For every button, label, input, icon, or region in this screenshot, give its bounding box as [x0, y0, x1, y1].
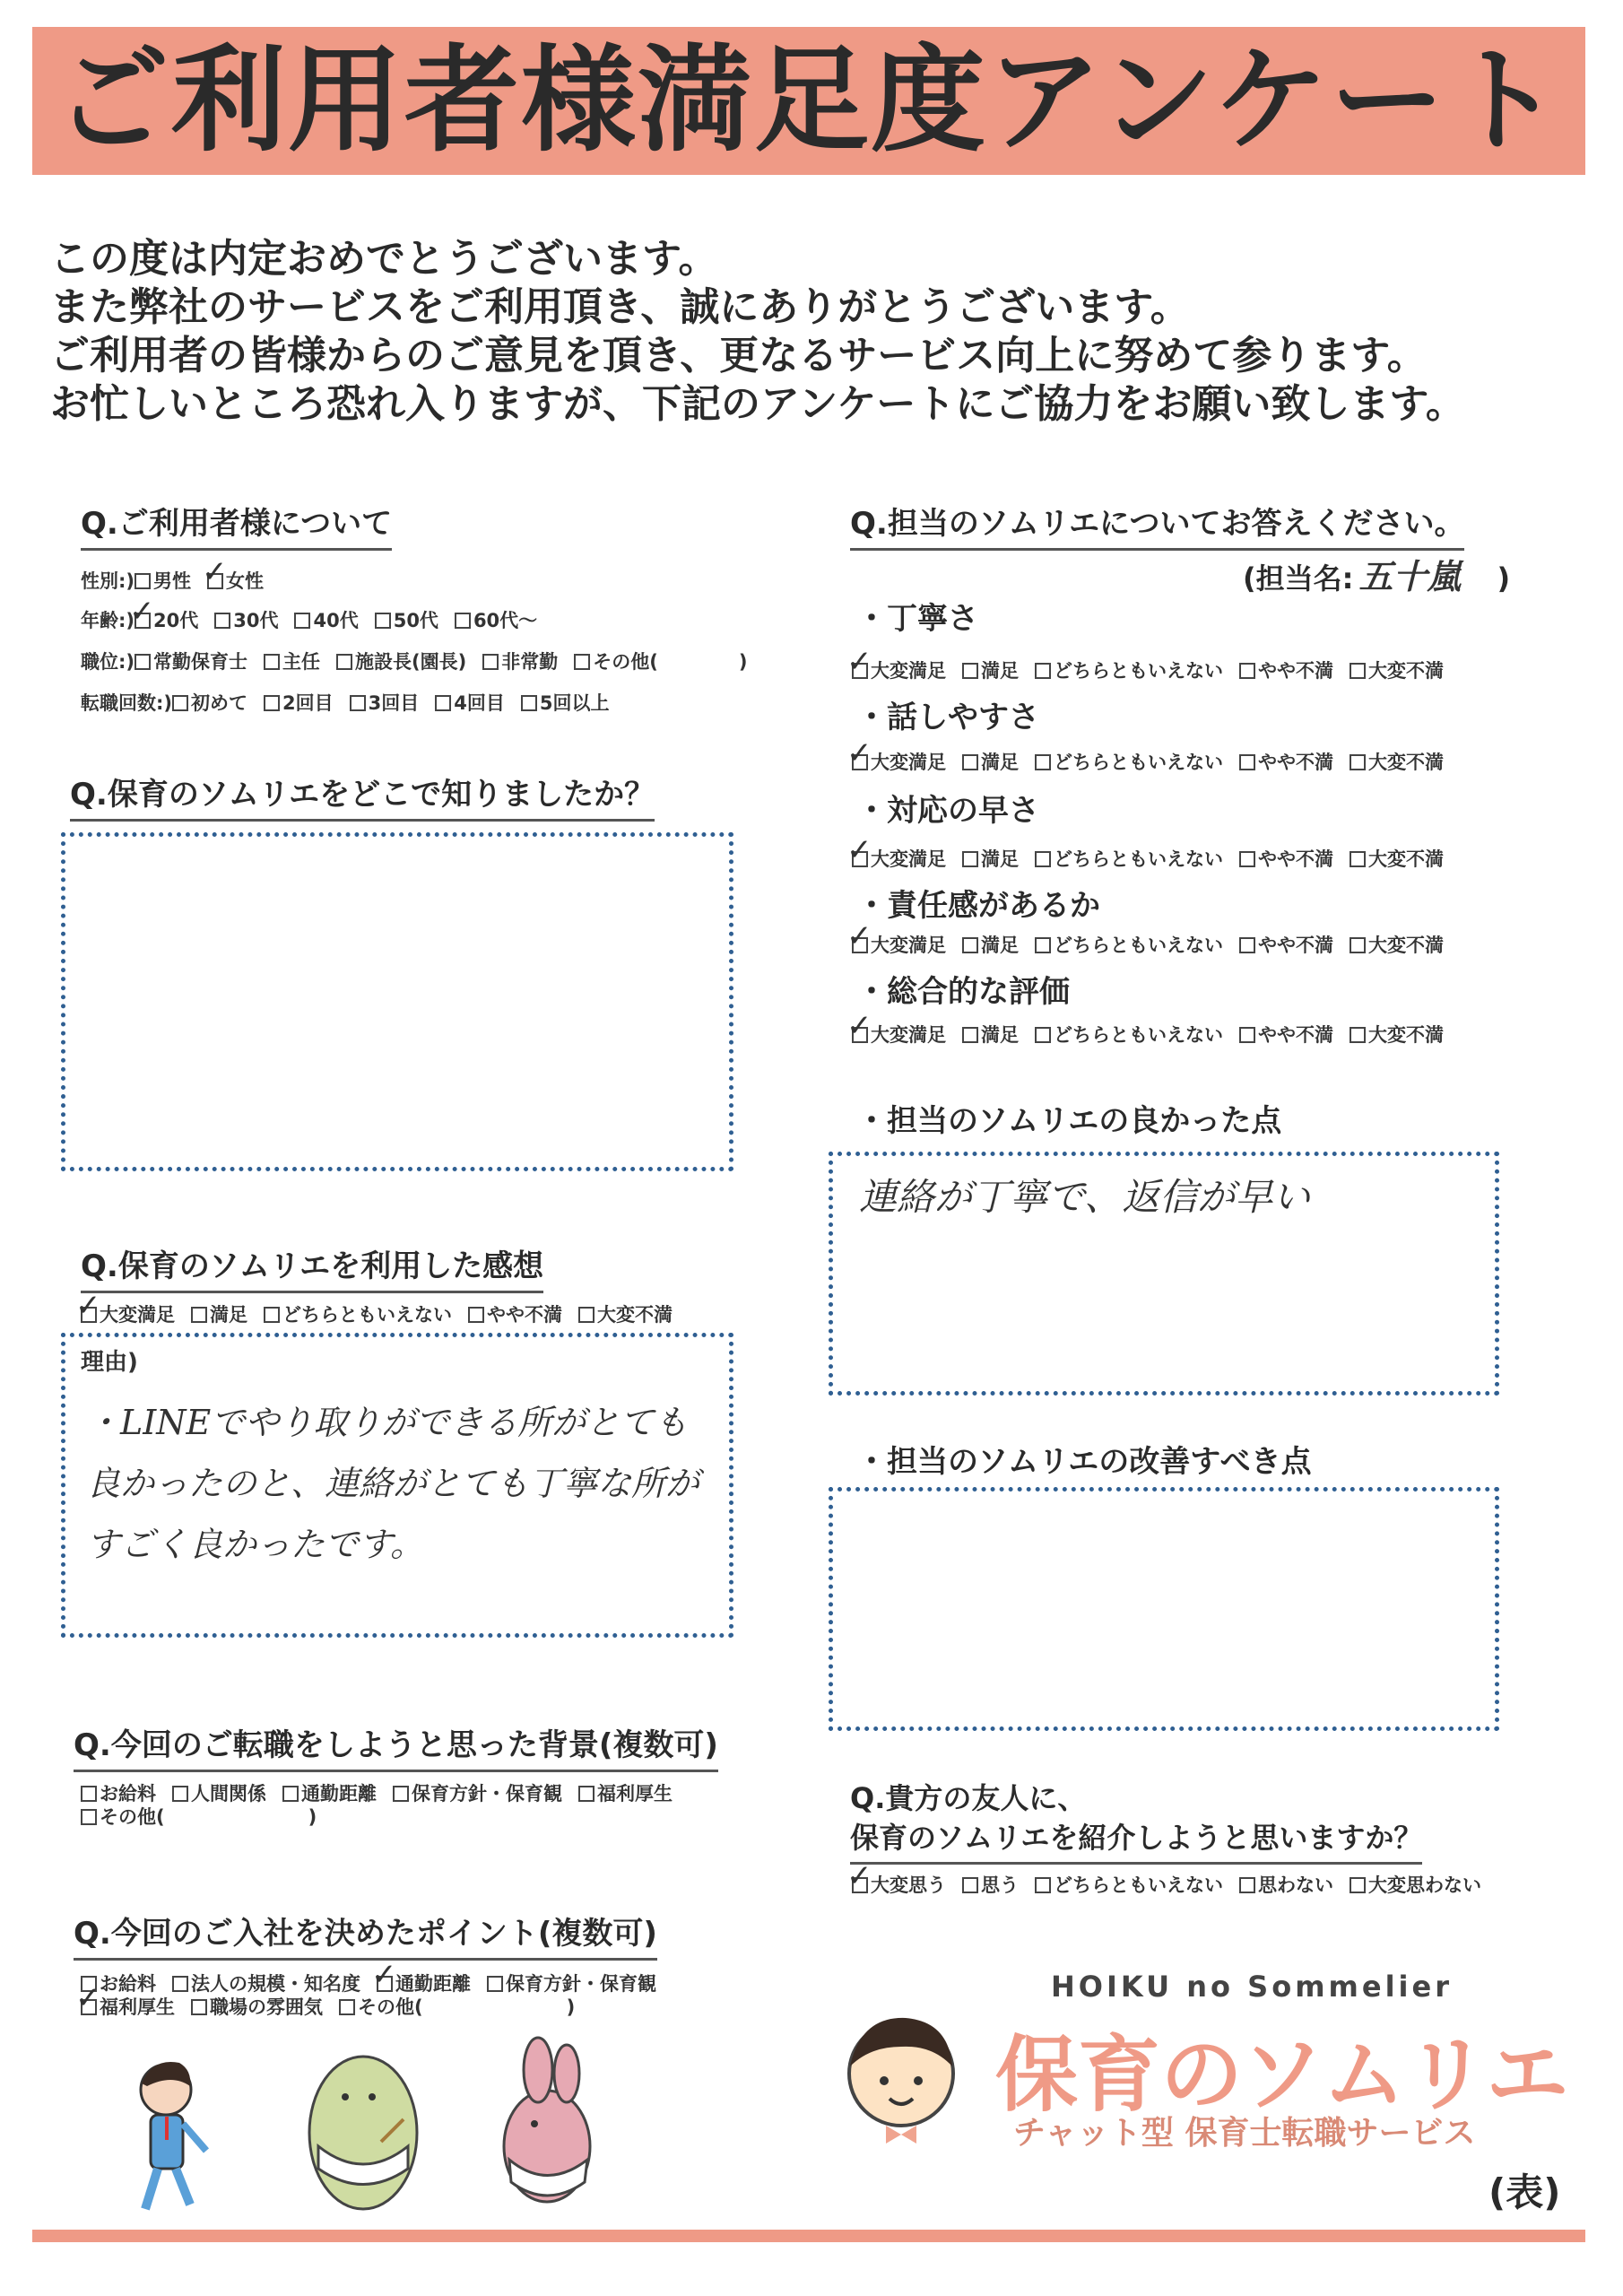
intro-line: また弊社のサービスをご利用頂き、誠にありがとうございます。 — [50, 284, 1190, 330]
decision-heading: Q.今回のご入社を決めたポイント(複数可) — [74, 1909, 657, 1961]
decision-option-other[interactable] — [339, 1993, 575, 2020]
improve-heading: ・担当のソムリエの改善すべき点 — [856, 1444, 1312, 1480]
checkbox[interactable] — [264, 695, 280, 711]
checkmark-icon: ✓ — [846, 1858, 872, 1894]
impression-option[interactable] — [578, 1300, 673, 1327]
option-label: やや不満 — [1258, 935, 1333, 956]
option-label: 20代 — [153, 610, 199, 631]
checkbox[interactable] — [1035, 851, 1051, 867]
rating-option[interactable] — [846, 735, 946, 775]
option-label: 大変不満 — [1368, 660, 1444, 682]
checkbox[interactable] — [1350, 937, 1366, 953]
option-label: 50代 — [393, 610, 438, 631]
referral-option[interactable] — [846, 1858, 946, 1898]
checkbox[interactable] — [1239, 937, 1255, 953]
option-label: 大変満足 — [871, 848, 946, 870]
option-label: 通勤距離 — [301, 1783, 377, 1805]
footer-bar — [32, 2230, 1585, 2242]
option-label: 大変不満 — [1368, 1024, 1444, 1046]
option-label: お給料 — [100, 1783, 156, 1805]
rating-option[interactable] — [1350, 657, 1444, 683]
jobchange-label: 転職回数:) — [81, 692, 172, 714]
rating-option[interactable] — [846, 918, 946, 958]
checkbox[interactable] — [962, 754, 978, 770]
decision-option[interactable] — [191, 1993, 323, 2020]
checkbox[interactable] — [578, 1307, 595, 1323]
rating-option[interactable] — [962, 748, 1019, 775]
rating-option[interactable] — [1350, 931, 1444, 958]
close-paren: ) — [308, 1806, 317, 1828]
checkbox[interactable] — [1035, 937, 1051, 953]
impression-options — [75, 1288, 689, 1327]
jobchange-row — [81, 689, 626, 716]
option-label: 思う — [981, 1874, 1019, 1896]
option-label: お給料 — [100, 1973, 156, 1995]
checkbox[interactable] — [214, 613, 230, 629]
gender-female-option[interactable] — [202, 554, 264, 594]
option-label: 大変思わない — [1368, 1874, 1481, 1896]
checkbox[interactable] — [339, 1999, 355, 2015]
referral-option[interactable] — [962, 1871, 1019, 1898]
position-option[interactable] — [336, 648, 466, 674]
jobchange-option[interactable] — [435, 689, 505, 716]
reason-line: 良かったのと、連絡がとても丁寧な所が — [86, 1464, 700, 1503]
option-label: 職場の雰囲気 — [210, 1996, 323, 2018]
rating-scale-overall — [846, 1008, 1460, 1048]
option-label: 福利厚生 — [100, 1996, 175, 2018]
option-label: どちらともいえない — [1054, 660, 1223, 682]
checkbox[interactable] — [294, 613, 310, 629]
option-label: やや不満 — [1258, 1024, 1333, 1046]
age-option[interactable] — [294, 606, 358, 633]
position-option[interactable] — [264, 648, 320, 674]
background-option[interactable] — [578, 1779, 673, 1806]
option-label: 満足 — [981, 660, 1019, 682]
checkbox[interactable] — [1239, 1877, 1255, 1893]
option-label: 保育方針・保育観 — [506, 1973, 656, 1995]
checkbox[interactable] — [574, 654, 590, 670]
intro-line: この度は内定おめでとうございます。 — [50, 236, 718, 282]
rating-label-responsibility: ・責任感があるか — [856, 888, 1100, 924]
rating-option[interactable] — [1035, 931, 1223, 958]
checkbox[interactable] — [1350, 663, 1366, 679]
checkbox[interactable] — [282, 1786, 299, 1802]
checkbox[interactable] — [468, 1307, 484, 1323]
option-label: 施設長(園長) — [355, 651, 467, 673]
checkbox[interactable] — [521, 695, 537, 711]
reason-label: 理由) — [81, 1349, 138, 1376]
checkbox[interactable] — [393, 1786, 409, 1802]
rating-scale-ease — [846, 735, 1460, 775]
option-label: 大変満足 — [871, 1024, 946, 1046]
option-label: 30代 — [233, 610, 279, 631]
checkmark-icon: ✓ — [202, 554, 228, 590]
checkmark-icon: ✓ — [846, 644, 872, 680]
checkmark-icon: ✓ — [129, 594, 155, 630]
about-heading: Q.ご利用者様について — [81, 499, 392, 551]
option-label: 女性 — [226, 570, 264, 592]
rating-label-politeness: ・丁寧さ — [856, 601, 978, 637]
option-label: やや不満 — [1258, 752, 1333, 773]
close-paren: ) — [1497, 561, 1511, 596]
checkbox[interactable] — [487, 1976, 503, 1992]
checkbox[interactable] — [1350, 1027, 1366, 1043]
checkbox[interactable] — [375, 613, 391, 629]
impression-option[interactable] — [264, 1300, 452, 1327]
checkbox[interactable] — [1350, 754, 1366, 770]
jobchange-option[interactable] — [350, 689, 420, 716]
improve-box[interactable] — [829, 1487, 1499, 1731]
option-label: 満足 — [210, 1304, 247, 1326]
rating-label-speed: ・対応の早さ — [856, 793, 1039, 829]
checkbox[interactable] — [191, 1307, 207, 1323]
option-label: どちらともいえない — [1054, 1874, 1223, 1896]
option-label: 4回目 — [454, 692, 505, 714]
option-label: 5回以上 — [539, 692, 610, 714]
option-label: どちらともいえない — [1054, 1024, 1223, 1046]
option-label: 主任 — [282, 651, 320, 673]
good-points-heading: ・担当のソムリエの良かった点 — [856, 1103, 1282, 1139]
rating-option[interactable] — [1239, 657, 1333, 683]
option-label: 大変不満 — [1368, 752, 1444, 773]
checkbox[interactable] — [1035, 1027, 1051, 1043]
checkbox[interactable] — [264, 654, 280, 670]
logo-face-icon — [825, 1991, 977, 2144]
checkbox[interactable] — [172, 1786, 188, 1802]
reason-line: すごく良かったです。 — [86, 1525, 424, 1564]
checkbox[interactable] — [1239, 1027, 1255, 1043]
rating-option[interactable] — [1239, 931, 1333, 958]
checkbox[interactable] — [962, 1027, 978, 1043]
boy-mascot-icon — [141, 2062, 206, 2209]
position-label: 職位:) — [81, 651, 135, 673]
checkbox[interactable] — [172, 695, 188, 711]
checkbox[interactable] — [1035, 1877, 1051, 1893]
checkbox[interactable] — [962, 937, 978, 953]
option-label: その他( — [100, 1806, 165, 1828]
option-label: 常勤保育士 — [153, 651, 247, 673]
option-label: どちらともいえない — [1054, 935, 1223, 956]
age-option[interactable] — [214, 606, 278, 633]
age-label: 年齢:) — [81, 610, 135, 631]
rating-option[interactable] — [846, 1008, 946, 1048]
option-label: 思わない — [1258, 1874, 1333, 1896]
checkbox[interactable] — [1239, 663, 1255, 679]
referral-heading-line2: 保育のソムリエを紹介しようと思いますか？ — [850, 1815, 1422, 1865]
checkmark-icon: ✓ — [75, 1288, 101, 1324]
option-label: 満足 — [981, 935, 1019, 956]
checkbox[interactable] — [578, 1786, 595, 1802]
background-other-row — [81, 1803, 333, 1830]
option-label: 2回目 — [282, 692, 334, 714]
close-paren: ) — [566, 1996, 576, 2018]
checkmark-icon: ✓ — [846, 832, 872, 868]
option-label: 大変満足 — [871, 660, 946, 682]
where-known-answer-box[interactable] — [61, 832, 733, 1171]
background-option[interactable] — [393, 1779, 562, 1806]
referral-options — [846, 1858, 1497, 1898]
rating-option[interactable] — [1239, 748, 1333, 775]
gender-male-option[interactable] — [135, 567, 191, 594]
rating-option[interactable] — [1035, 1021, 1223, 1048]
option-label: 大変不満 — [1368, 935, 1444, 956]
option-label: どちらともいえない — [282, 1304, 452, 1326]
good-points-handwriting: 連絡が丁寧で、返信が早い — [859, 1175, 1311, 1219]
option-label: 大変満足 — [871, 752, 946, 773]
age-row — [81, 594, 553, 633]
page-side-mark: (表) — [1488, 2170, 1561, 2214]
option-label: 60代〜 — [473, 610, 538, 631]
rating-option[interactable] — [1350, 1021, 1444, 1048]
jobchange-option[interactable] — [264, 689, 334, 716]
option-label: 保育方針・保育観 — [412, 1783, 562, 1805]
option-label: やや不満 — [487, 1304, 562, 1326]
option-label: 大変不満 — [597, 1304, 673, 1326]
position-option[interactable] — [135, 648, 247, 674]
rating-scale-speed — [846, 832, 1460, 872]
referral-option[interactable] — [1239, 1871, 1333, 1898]
checkmark-icon: ✓ — [846, 1008, 872, 1044]
option-label: 大変満足 — [100, 1304, 175, 1326]
checkmark-icon: ✓ — [846, 918, 872, 954]
intro-line: ご利用者の皆様からのご意見を頂き、更なるサービス向上に努めて参ります。 — [50, 333, 1427, 378]
intro-text — [50, 235, 1465, 429]
referral-heading-line1: Q.貴方の友人に、 — [850, 1781, 1087, 1815]
option-label: 大変満足 — [871, 935, 946, 956]
age-option[interactable] — [129, 594, 199, 633]
option-label: その他( — [593, 651, 658, 673]
checkbox[interactable] — [135, 654, 151, 670]
background-heading: Q.今回のご転職をしようと思った背景(複数可) — [74, 1720, 718, 1772]
reason-line: ・LINEでやり取りができる所がとても — [86, 1403, 689, 1442]
age-option[interactable] — [455, 606, 537, 633]
option-label: 通勤距離 — [395, 1973, 471, 1995]
option-label: どちらともいえない — [1054, 752, 1223, 773]
checkbox[interactable] — [1035, 754, 1051, 770]
impression-option[interactable] — [75, 1288, 175, 1327]
checkbox[interactable] — [1035, 663, 1051, 679]
rating-scale-responsibility — [846, 918, 1460, 958]
checkmark-icon: ✓ — [75, 1980, 101, 2016]
page-title: ご利用者様満足度アンケート — [54, 34, 1564, 168]
age-option[interactable] — [375, 606, 438, 633]
checkbox[interactable] — [482, 654, 499, 670]
option-label: 満足 — [981, 1024, 1019, 1046]
checkbox[interactable] — [455, 613, 471, 629]
where-known-heading: Q.保育のソムリエをどこで知りましたか？ — [70, 770, 655, 822]
position-option[interactable] — [482, 648, 558, 674]
rating-option[interactable] — [962, 1021, 1019, 1048]
referral-option[interactable] — [1035, 1871, 1223, 1898]
name-value: 五十嵐 — [1358, 556, 1462, 596]
checkbox[interactable] — [962, 851, 978, 867]
checkbox[interactable] — [81, 1809, 97, 1825]
checkbox[interactable] — [264, 1307, 280, 1323]
checkbox[interactable] — [1239, 851, 1255, 867]
checkbox[interactable] — [350, 695, 366, 711]
checkbox[interactable] — [336, 654, 352, 670]
impression-heading: Q.保育のソムリエを利用した感想 — [81, 1241, 543, 1293]
checkbox[interactable] — [191, 1999, 207, 2015]
rating-option[interactable] — [1239, 1021, 1333, 1048]
impression-option[interactable] — [191, 1300, 247, 1327]
checkbox[interactable] — [1239, 754, 1255, 770]
checkmark-icon: ✓ — [846, 735, 872, 771]
option-label: 初めて — [191, 692, 247, 714]
rabbit-mascot-icon — [504, 2038, 590, 2202]
checkbox[interactable] — [962, 663, 978, 679]
logo-tagline: チャット型 保育士転職サービス — [1013, 2115, 1476, 2152]
checkbox[interactable] — [1350, 851, 1366, 867]
rating-option[interactable] — [1350, 845, 1444, 872]
rating-option[interactable] — [846, 644, 946, 683]
option-label: やや不満 — [1258, 848, 1333, 870]
gender-row — [81, 554, 280, 594]
sommelier-heading: Q.担当のソムリエについてお答えください。 — [850, 499, 1464, 551]
option-label: その他( — [358, 1996, 423, 2018]
checkbox[interactable] — [435, 695, 451, 711]
option-label: 非常勤 — [501, 651, 559, 673]
rating-option[interactable] — [962, 657, 1019, 683]
option-label: 満足 — [981, 752, 1019, 773]
logo-name-text: 保育のソムリエ — [995, 2027, 1569, 2123]
checkbox[interactable] — [81, 1786, 97, 1802]
rating-option[interactable] — [1035, 748, 1223, 775]
rating-option[interactable] — [962, 931, 1019, 958]
intro-line: お忙しいところ恐れ入りますが、下記のアンケートにご協力をお願い致します。 — [50, 381, 1465, 427]
checkbox[interactable] — [172, 1976, 188, 1992]
rating-option[interactable] — [962, 845, 1019, 872]
option-label: 福利厚生 — [597, 1783, 673, 1805]
rating-option[interactable] — [1035, 845, 1223, 872]
option-label: 男性 — [153, 570, 191, 592]
option-label: 大変思う — [871, 1874, 946, 1896]
jobchange-option[interactable] — [172, 689, 247, 716]
rating-option[interactable] — [1035, 657, 1223, 683]
rating-option[interactable] — [1350, 748, 1444, 775]
logo-roman-text: HOIKU no Sommelier — [1051, 1970, 1453, 2004]
mascot-illustrations — [72, 2034, 699, 2222]
checkmark-icon: ✓ — [371, 1957, 397, 1993]
background-option-other[interactable] — [81, 1803, 317, 1830]
option-label: やや不満 — [1258, 660, 1333, 682]
option-label: 人間関係 — [191, 1783, 266, 1805]
position-option[interactable] — [574, 648, 747, 674]
option-label: 3回目 — [368, 692, 420, 714]
checkbox[interactable] — [135, 573, 151, 589]
rating-scale-politeness — [846, 644, 1460, 683]
rating-label-overall: ・総合的な評価 — [856, 974, 1070, 1010]
jobchange-option[interactable] — [521, 689, 610, 716]
option-label: どちらともいえない — [1054, 848, 1223, 870]
rating-label-ease: ・話しやすさ — [856, 700, 1039, 735]
impression-option[interactable] — [468, 1300, 562, 1327]
rating-option[interactable] — [1239, 845, 1333, 872]
checkbox[interactable] — [1350, 1877, 1366, 1893]
rating-option[interactable] — [846, 832, 946, 872]
reason-handwriting — [86, 1392, 699, 1575]
bean-mascot-icon — [309, 2057, 417, 2209]
gender-label: 性別:) — [81, 570, 135, 592]
close-paren: ) — [738, 651, 748, 673]
checkbox[interactable] — [962, 1877, 978, 1893]
option-label: 40代 — [313, 610, 359, 631]
sommelier-name-row — [1243, 549, 1510, 598]
option-label: 大変不満 — [1368, 848, 1444, 870]
option-label: 法人の規模・知名度 — [191, 1973, 360, 1995]
name-label: (担当名: — [1243, 561, 1354, 596]
referral-option[interactable] — [1350, 1871, 1481, 1898]
position-row — [81, 648, 763, 674]
option-label: 満足 — [981, 848, 1019, 870]
